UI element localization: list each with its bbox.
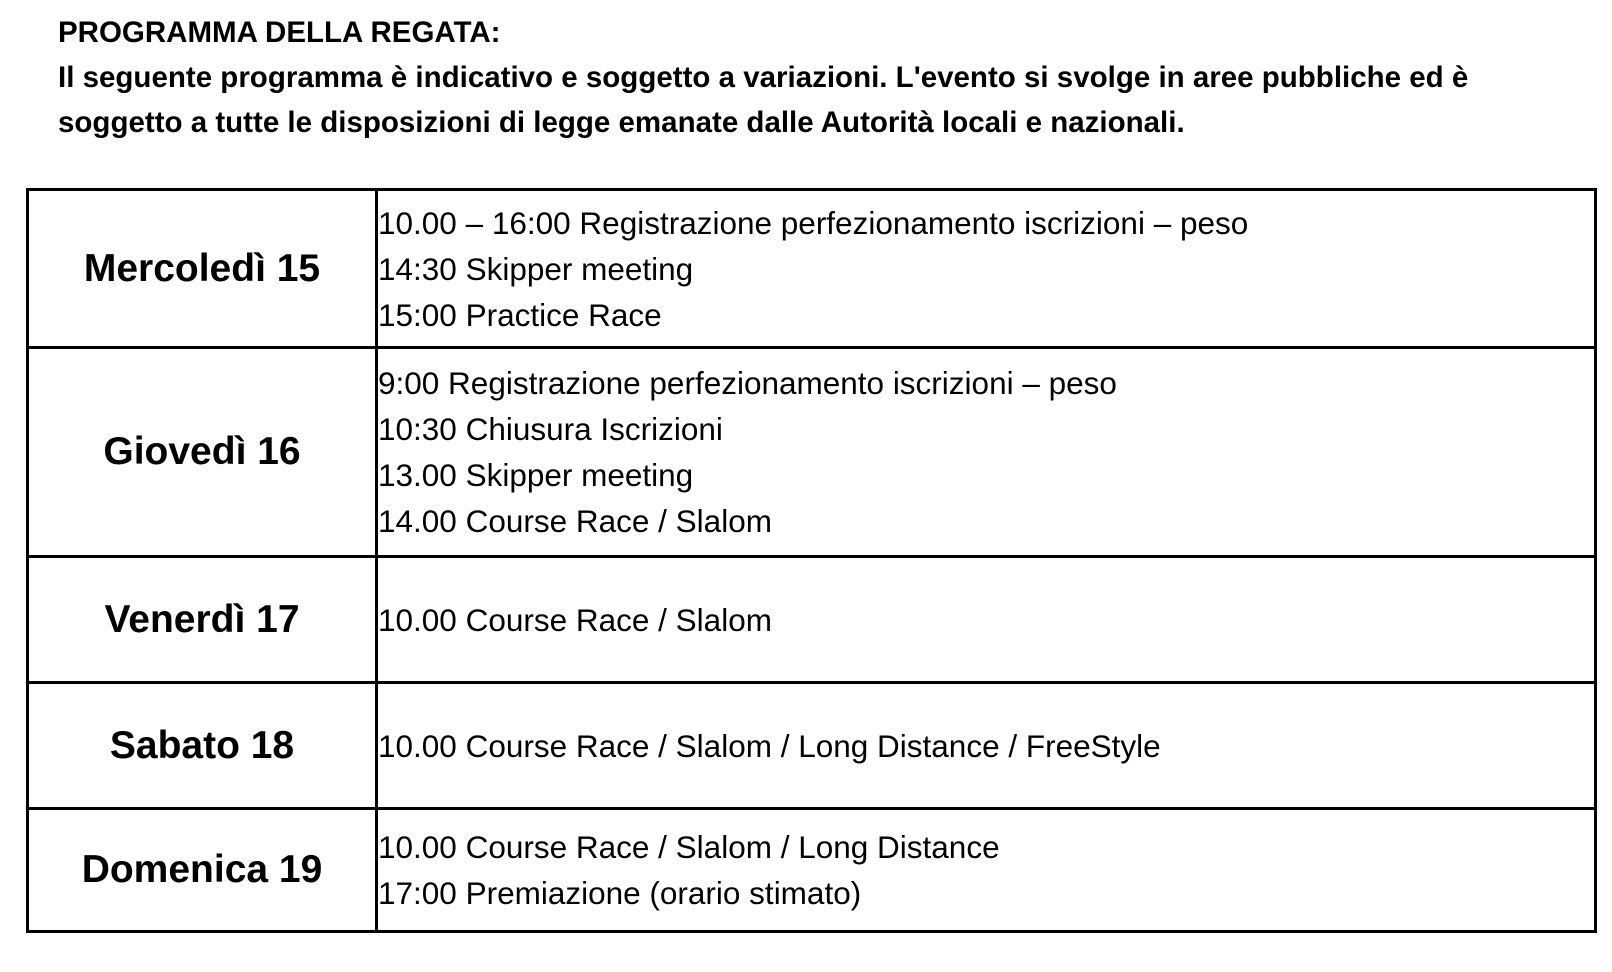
schedule-row	[28, 557, 1596, 683]
program-title: PROGRAMMA DELLA REGATA:	[58, 16, 501, 49]
day-label: Mercoledì 15	[28, 190, 377, 348]
event-item: 14:30 Skipper meeting	[378, 250, 694, 287]
event-item: 10.00 – 16:00 Registrazione perfezionamento iscrizioni – peso	[378, 204, 1249, 241]
event-item: 14.00 Course Race / Slalom	[378, 503, 772, 539]
events-cell	[377, 190, 1596, 348]
schedule-row	[28, 683, 1596, 809]
events-cell	[377, 809, 1596, 932]
event-item: 10.00 Course Race / Slalom / Long Distance / FreeStyle	[378, 727, 1161, 764]
schedule-row	[28, 190, 1596, 348]
day-label: Venerdì 17	[28, 557, 377, 683]
event-item: 15:00 Practice Race	[378, 296, 662, 333]
event-item: 13.00 Skipper meeting	[378, 457, 694, 493]
day-label: Sabato 18	[28, 683, 377, 809]
events-cell	[377, 683, 1596, 809]
event-item: 10.00 Course Race / Slalom / Long Distance	[378, 829, 1000, 865]
schedule-row	[28, 809, 1596, 932]
day-label: Domenica 19	[28, 809, 377, 932]
program-note-line-2: soggetto a tutte le disposizioni di legge emanate dalle Autorità locali e nazionali.	[58, 106, 1185, 139]
events-cell	[377, 348, 1596, 557]
program-header	[58, 10, 1598, 145]
day-label: Giovedì 16	[28, 348, 377, 557]
events-cell	[377, 557, 1596, 683]
event-item: 17:00 Premiazione (orario stimato)	[378, 875, 862, 911]
event-item: 9:00 Registrazione perfezionamento iscrizioni – peso	[378, 365, 1117, 401]
event-item: 10.00 Course Race / Slalom	[378, 601, 772, 638]
event-item: 10:30 Chiusura Iscrizioni	[378, 411, 723, 447]
program-note-line-1: Il seguente programma è indicativo e soggetto a variazioni. L'evento si svolge in aree pubbliche ed è	[58, 61, 1469, 94]
schedule-row	[28, 348, 1596, 557]
schedule-table	[26, 188, 1597, 933]
